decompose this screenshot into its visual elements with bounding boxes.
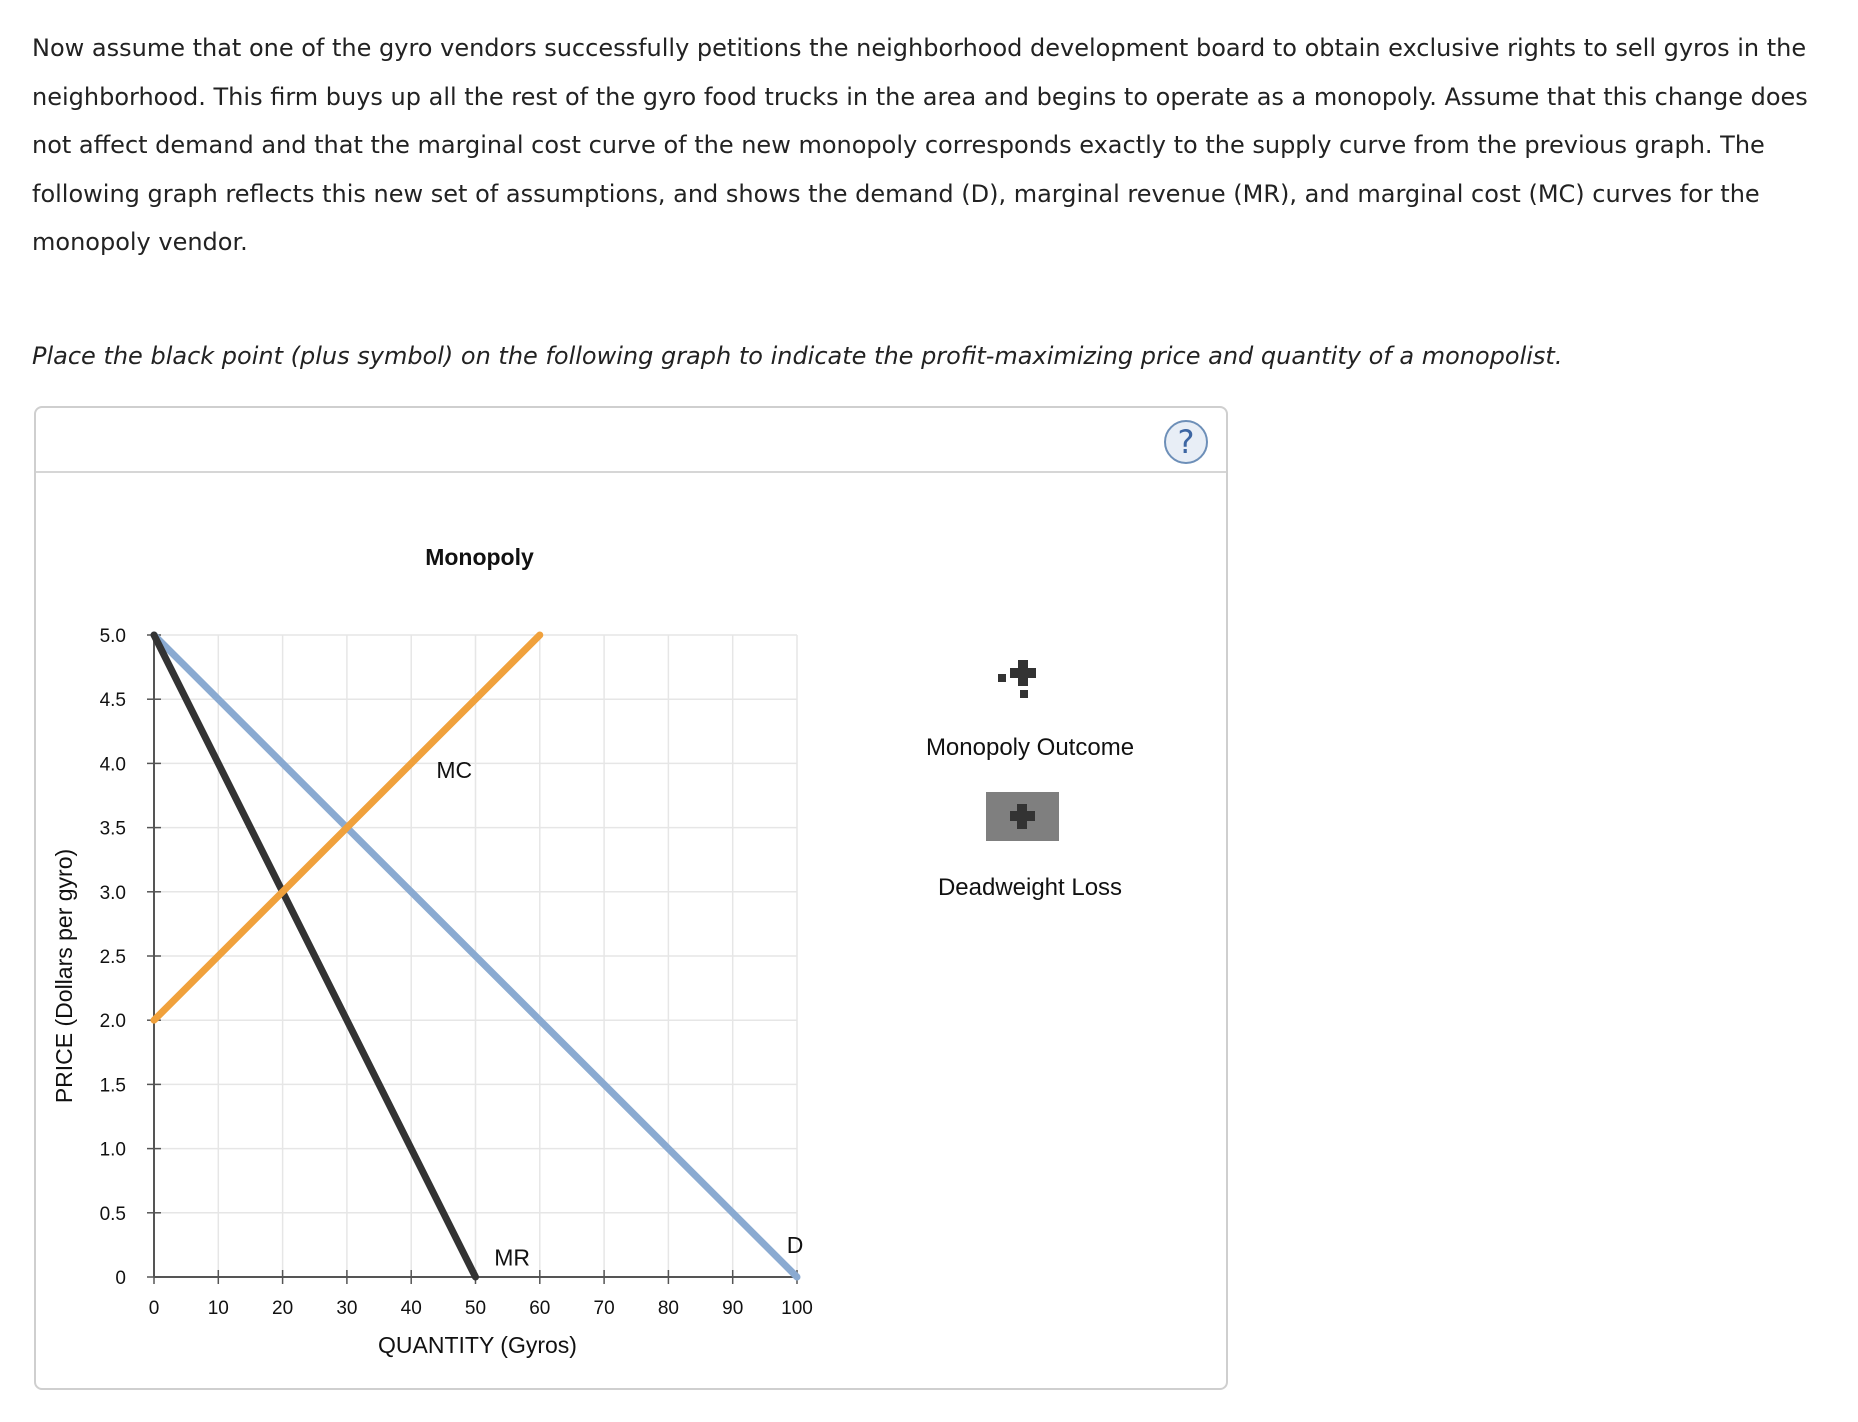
x-tick-label: 70 xyxy=(593,1298,615,1319)
y-tick-label: 2.5 xyxy=(99,947,126,968)
deadweight-loss-tool[interactable] xyxy=(986,792,1059,841)
x-tick-label: 50 xyxy=(464,1298,487,1319)
curve-label-mc: MC xyxy=(436,756,473,783)
y-tick-label: 0 xyxy=(115,1268,126,1289)
x-tick-label: 10 xyxy=(207,1298,229,1319)
y-tick-label: 3.0 xyxy=(99,882,126,904)
y-tick-label: 0.5 xyxy=(99,1203,126,1225)
y-tick-label: 4.5 xyxy=(99,690,126,712)
y-tick-label: 2.0 xyxy=(99,1011,126,1033)
y-axis-label: PRICE (Dollars per gyro) xyxy=(51,848,77,1104)
x-tick-label: 20 xyxy=(272,1298,294,1319)
curve-label-d: D xyxy=(786,1231,804,1258)
x-tick-label: 100 xyxy=(781,1298,813,1319)
y-tick-label: 1.0 xyxy=(99,1139,126,1161)
chart-title: Monopoly xyxy=(425,544,534,570)
x-tick-label: 60 xyxy=(529,1298,551,1319)
monopoly-outcome-label: Monopoly Outcome xyxy=(925,734,1135,761)
monopoly-outcome-tool[interactable] xyxy=(998,660,1048,702)
curve-label-mr: MR xyxy=(494,1244,530,1271)
x-tick-label: 40 xyxy=(400,1298,422,1319)
y-tick-label: 3.5 xyxy=(99,818,126,840)
x-tick-label: 0 xyxy=(148,1298,160,1319)
intro-paragraph: Now assume that one of the gyro vendors successfully petitions the neighborhood development board to obtain exclusive rights to sell gyros in the neighborhood. This firm buys up all the rest of the gyro food trucks in the area and begins to operate as a monopoly. Assume that this change does not affect demand and that the marginal cost curve of the new monopoly corresponds exactly to the supply curve from the previous graph. The following graph reflects this new set of assumptions, and shows the demand (D), marginal revenue (MR), and marginal cost (MC) curves for the monopoly vendor. xyxy=(32,34,1808,256)
y-tick-label: 1.5 xyxy=(99,1075,126,1097)
y-tick-label: 5.0 xyxy=(99,626,126,647)
x-tick-label: 90 xyxy=(722,1298,744,1319)
help-icon: ? xyxy=(1177,423,1195,461)
x-tick-label: 80 xyxy=(657,1298,679,1319)
x-axis-label: QUANTITY (Gyros) xyxy=(378,1332,577,1358)
x-tick-label: 30 xyxy=(336,1298,358,1319)
deadweight-loss-label: Deadweight Loss xyxy=(937,874,1123,901)
y-tick-label: 4.0 xyxy=(99,754,126,776)
instruction-text: Place the black point (plus symbol) on the following graph to indicate the profit-maximizing price and quantity of a monopolist. xyxy=(32,342,1563,370)
